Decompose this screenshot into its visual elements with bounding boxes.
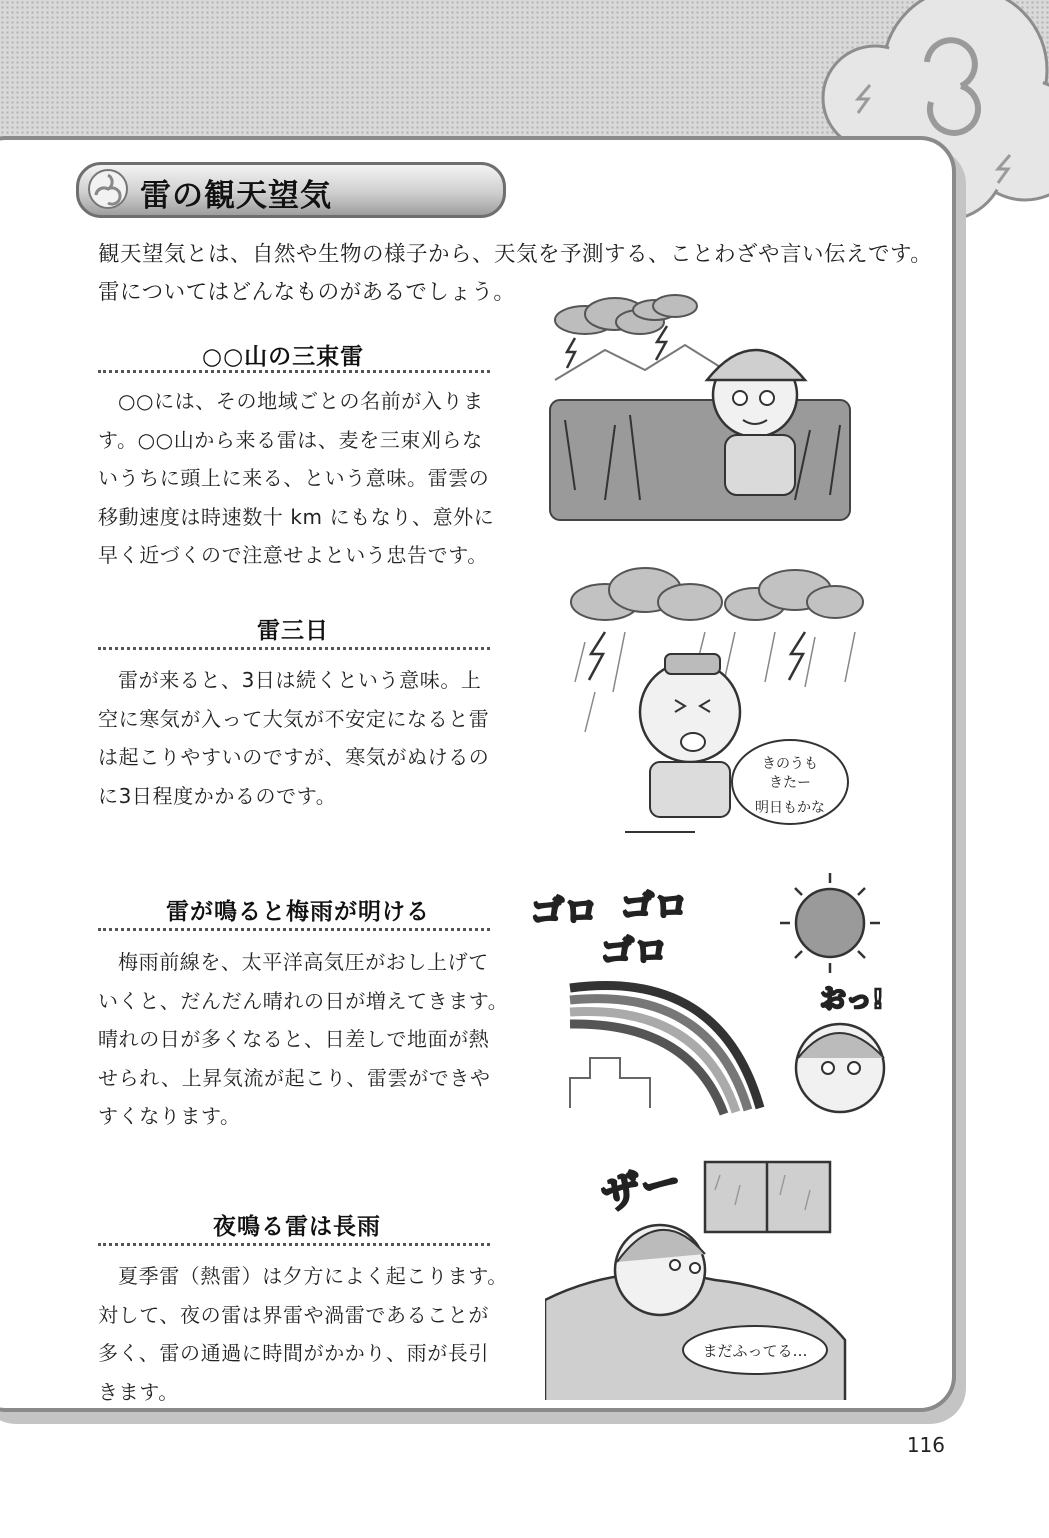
sound-effect-text: ゴロ bbox=[530, 892, 598, 932]
section-heading-tsuyu: 雷が鳴ると梅雨が明ける bbox=[166, 899, 430, 925]
rainbow-sun-illustration bbox=[520, 868, 920, 1138]
rain-runner-illustration bbox=[565, 562, 870, 837]
page-title: 雷の観天望気 bbox=[140, 178, 332, 214]
body-line: は起こりやすいのですが、寒気がぬけるの bbox=[98, 745, 490, 769]
body-line: す。○○山から来る雷は、麦を三束刈らな bbox=[98, 427, 483, 452]
body-line: に3日程度かかるのです。 bbox=[98, 783, 337, 808]
sound-effect-text: ザー bbox=[597, 1158, 686, 1220]
section-body-tsuyu bbox=[98, 943, 509, 1136]
thunder-swirl-icon bbox=[86, 167, 130, 211]
sound-effect-text: おっ! bbox=[820, 985, 884, 1015]
section-heading-sansoku: ○○山の三束雷 bbox=[202, 344, 365, 370]
dotted-divider bbox=[98, 928, 490, 931]
body-line: すくなります。 bbox=[98, 1104, 241, 1128]
body-line: 晴れの日が多くなると、日差しで地面が熱 bbox=[98, 1027, 490, 1051]
body-line: 梅雨前線を、太平洋高気圧がおし上げて bbox=[118, 950, 489, 974]
body-line: 対して、夜の雷は界雷や渦雷であることが bbox=[98, 1302, 489, 1327]
body-line: 雷が来ると、3日は続くという意味。上 bbox=[118, 668, 482, 692]
sound-effect-text: ゴロ bbox=[620, 887, 688, 927]
bubble-line: 明日もかな bbox=[755, 800, 825, 816]
section-heading-nagaame: 夜鳴る雷は長雨 bbox=[213, 1214, 381, 1240]
body-line: いくと、だんだん晴れの日が増えてきます。 bbox=[98, 988, 509, 1013]
body-line: 空に寒気が入って大気が不安定になると雷 bbox=[98, 706, 490, 731]
body-line: 夏季雷（熱雷）は夕方によく起こります。 bbox=[118, 1264, 508, 1288]
sound-effect-text: ゴロ bbox=[600, 932, 668, 972]
bubble-line: まだふってる… bbox=[702, 1342, 808, 1360]
intro-line: 観天望気とは、自然や生物の様子から、天気を予測する、ことわざや言い伝えです。 bbox=[98, 242, 933, 267]
body-line: 早く近づくので注意せよという忠告です。 bbox=[98, 543, 488, 567]
body-line: いうちに頭上に来る、という意味。雷雲の bbox=[98, 466, 490, 490]
section-body-mikka bbox=[98, 661, 498, 815]
dotted-divider bbox=[98, 370, 490, 373]
body-line: せられ、上昇気流が起こり、雷雲ができや bbox=[98, 1065, 491, 1090]
wheat-field-illustration bbox=[545, 290, 865, 530]
body-line: 多く、雷の通過に時間がかかり、雨が長引 bbox=[98, 1341, 489, 1365]
page-number: 116 bbox=[906, 1433, 945, 1457]
dotted-divider bbox=[98, 1243, 490, 1246]
section-heading-mikka: 雷三日 bbox=[257, 618, 329, 644]
section-body-nagaame bbox=[98, 1257, 508, 1411]
bubble-line: きのうも bbox=[762, 756, 818, 772]
body-line: 移動速度は時速数十 km にもなり、意外に bbox=[98, 504, 495, 529]
dotted-divider bbox=[98, 647, 490, 650]
rainy-night-illustration bbox=[545, 1150, 855, 1400]
intro-line: 雷についてはどんなものがあるでしょう。 bbox=[98, 280, 516, 305]
body-line: きます。 bbox=[98, 1379, 179, 1404]
body-line: ○○には、その地域ごとの名前が入りま bbox=[118, 389, 484, 413]
bubble-line: きたー bbox=[769, 775, 811, 791]
section-body-sansoku bbox=[98, 382, 498, 575]
